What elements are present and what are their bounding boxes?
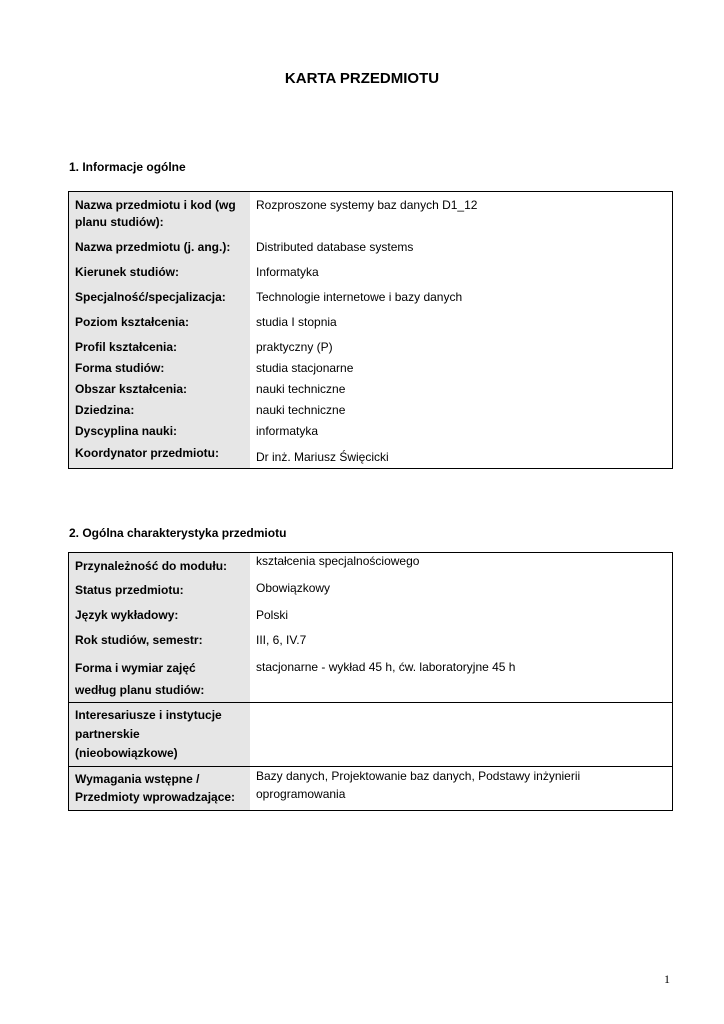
row-value-coordinator: Dr inż. Mariusz Święcicki — [250, 444, 673, 469]
row-label-stakeholders — [69, 703, 251, 767]
row-value-domain: nauki techniczne — [250, 402, 673, 423]
table-row — [69, 553, 673, 581]
table-row — [69, 703, 673, 767]
row-label-language: Język wykładowy: — [69, 607, 251, 632]
row-value-module: kształcenia specjalnościowego — [250, 553, 673, 581]
row-value-field-of-study: Informatyka — [250, 264, 673, 289]
label-line: Interesariusze i instytucje — [75, 708, 222, 722]
row-label-domain: Dziedzina: — [69, 402, 251, 423]
row-label-level: Poziom kształcenia: — [69, 314, 251, 339]
row-label-profile: Profil kształcenia: — [69, 339, 251, 360]
table-row — [69, 381, 673, 402]
row-value-area: nauki techniczne — [250, 381, 673, 402]
row-value-course-name: Rozproszone systemy baz danych D1_12 — [250, 192, 673, 239]
section2-heading: 2. Ogólna charakterystyka przedmiotu — [69, 526, 287, 540]
row-value-stakeholders — [250, 703, 673, 767]
table-row — [69, 767, 673, 811]
table-row — [69, 444, 673, 469]
table-row — [69, 264, 673, 289]
value-line: Bazy danych, Projektowanie baz danych, Podstawy inżynierii — [256, 769, 581, 783]
table-row — [69, 192, 673, 239]
row-label-field-of-study: Kierunek studiów: — [69, 264, 251, 289]
section1-heading: 1. Informacje ogólne — [69, 160, 186, 174]
page-number: 1 — [664, 972, 670, 986]
row-label-prerequisites — [69, 767, 251, 811]
row-label-coordinator: Koordynator przedmiotu: — [69, 444, 251, 469]
table-row — [69, 580, 673, 607]
label-line: (nieobowiązkowe) — [75, 746, 178, 760]
row-label-year-semester: Rok studiów, semestr: — [69, 632, 251, 657]
row-value-classes-form: stacjonarne - wykład 45 h, ćw. laboratoryjne 45 h — [250, 657, 673, 703]
value-line: oprogramowania — [256, 787, 346, 801]
label-line: Przedmioty wprowadzające: — [75, 790, 236, 804]
row-label-area: Obszar kształcenia: — [69, 381, 251, 402]
table-row — [69, 314, 673, 339]
table-row — [69, 423, 673, 444]
row-value-year-semester: III, 6, IV.7 — [250, 632, 673, 657]
table-row — [69, 360, 673, 381]
row-value-language: Polski — [250, 607, 673, 632]
table-row — [69, 402, 673, 423]
label-line: Forma i wymiar zajęć — [75, 661, 196, 675]
row-label-course-name: Nazwa przedmiotu i kod (wg planu studiów): — [69, 192, 251, 239]
row-label-course-name-en: Nazwa przedmiotu (j. ang.): — [69, 238, 251, 264]
table-row — [69, 289, 673, 314]
row-label-study-form: Forma studiów: — [69, 360, 251, 381]
table-row — [69, 657, 673, 703]
table-row — [69, 339, 673, 360]
label-line: według planu studiów: — [75, 683, 205, 697]
row-value-study-form: studia stacjonarne — [250, 360, 673, 381]
document-title: KARTA PRZEDMIOTU — [284, 70, 440, 87]
characteristics-table — [68, 552, 673, 811]
row-value-profile: praktyczny (P) — [250, 339, 673, 360]
table-row — [69, 238, 673, 264]
label-line: Wymagania wstępne / — [75, 772, 200, 786]
table-row — [69, 607, 673, 632]
row-value-specialization: Technologie internetowe i bazy danych — [250, 289, 673, 314]
row-label-discipline: Dyscyplina nauki: — [69, 423, 251, 444]
row-value-level: studia I stopnia — [250, 314, 673, 339]
row-value-course-name-en: Distributed database systems — [250, 238, 673, 264]
table-row — [69, 632, 673, 657]
general-info-table — [68, 191, 673, 469]
row-label-classes-form — [69, 657, 251, 703]
label-line: partnerskie — [75, 727, 140, 741]
row-label-status: Status przedmiotu: — [69, 580, 251, 607]
row-value-discipline: informatyka — [250, 423, 673, 444]
row-label-module: Przynależność do modułu: — [69, 553, 251, 581]
row-value-prerequisites — [250, 767, 673, 811]
row-value-status: Obowiązkowy — [250, 580, 673, 607]
row-label-specialization: Specjalność/specjalizacja: — [69, 289, 251, 314]
